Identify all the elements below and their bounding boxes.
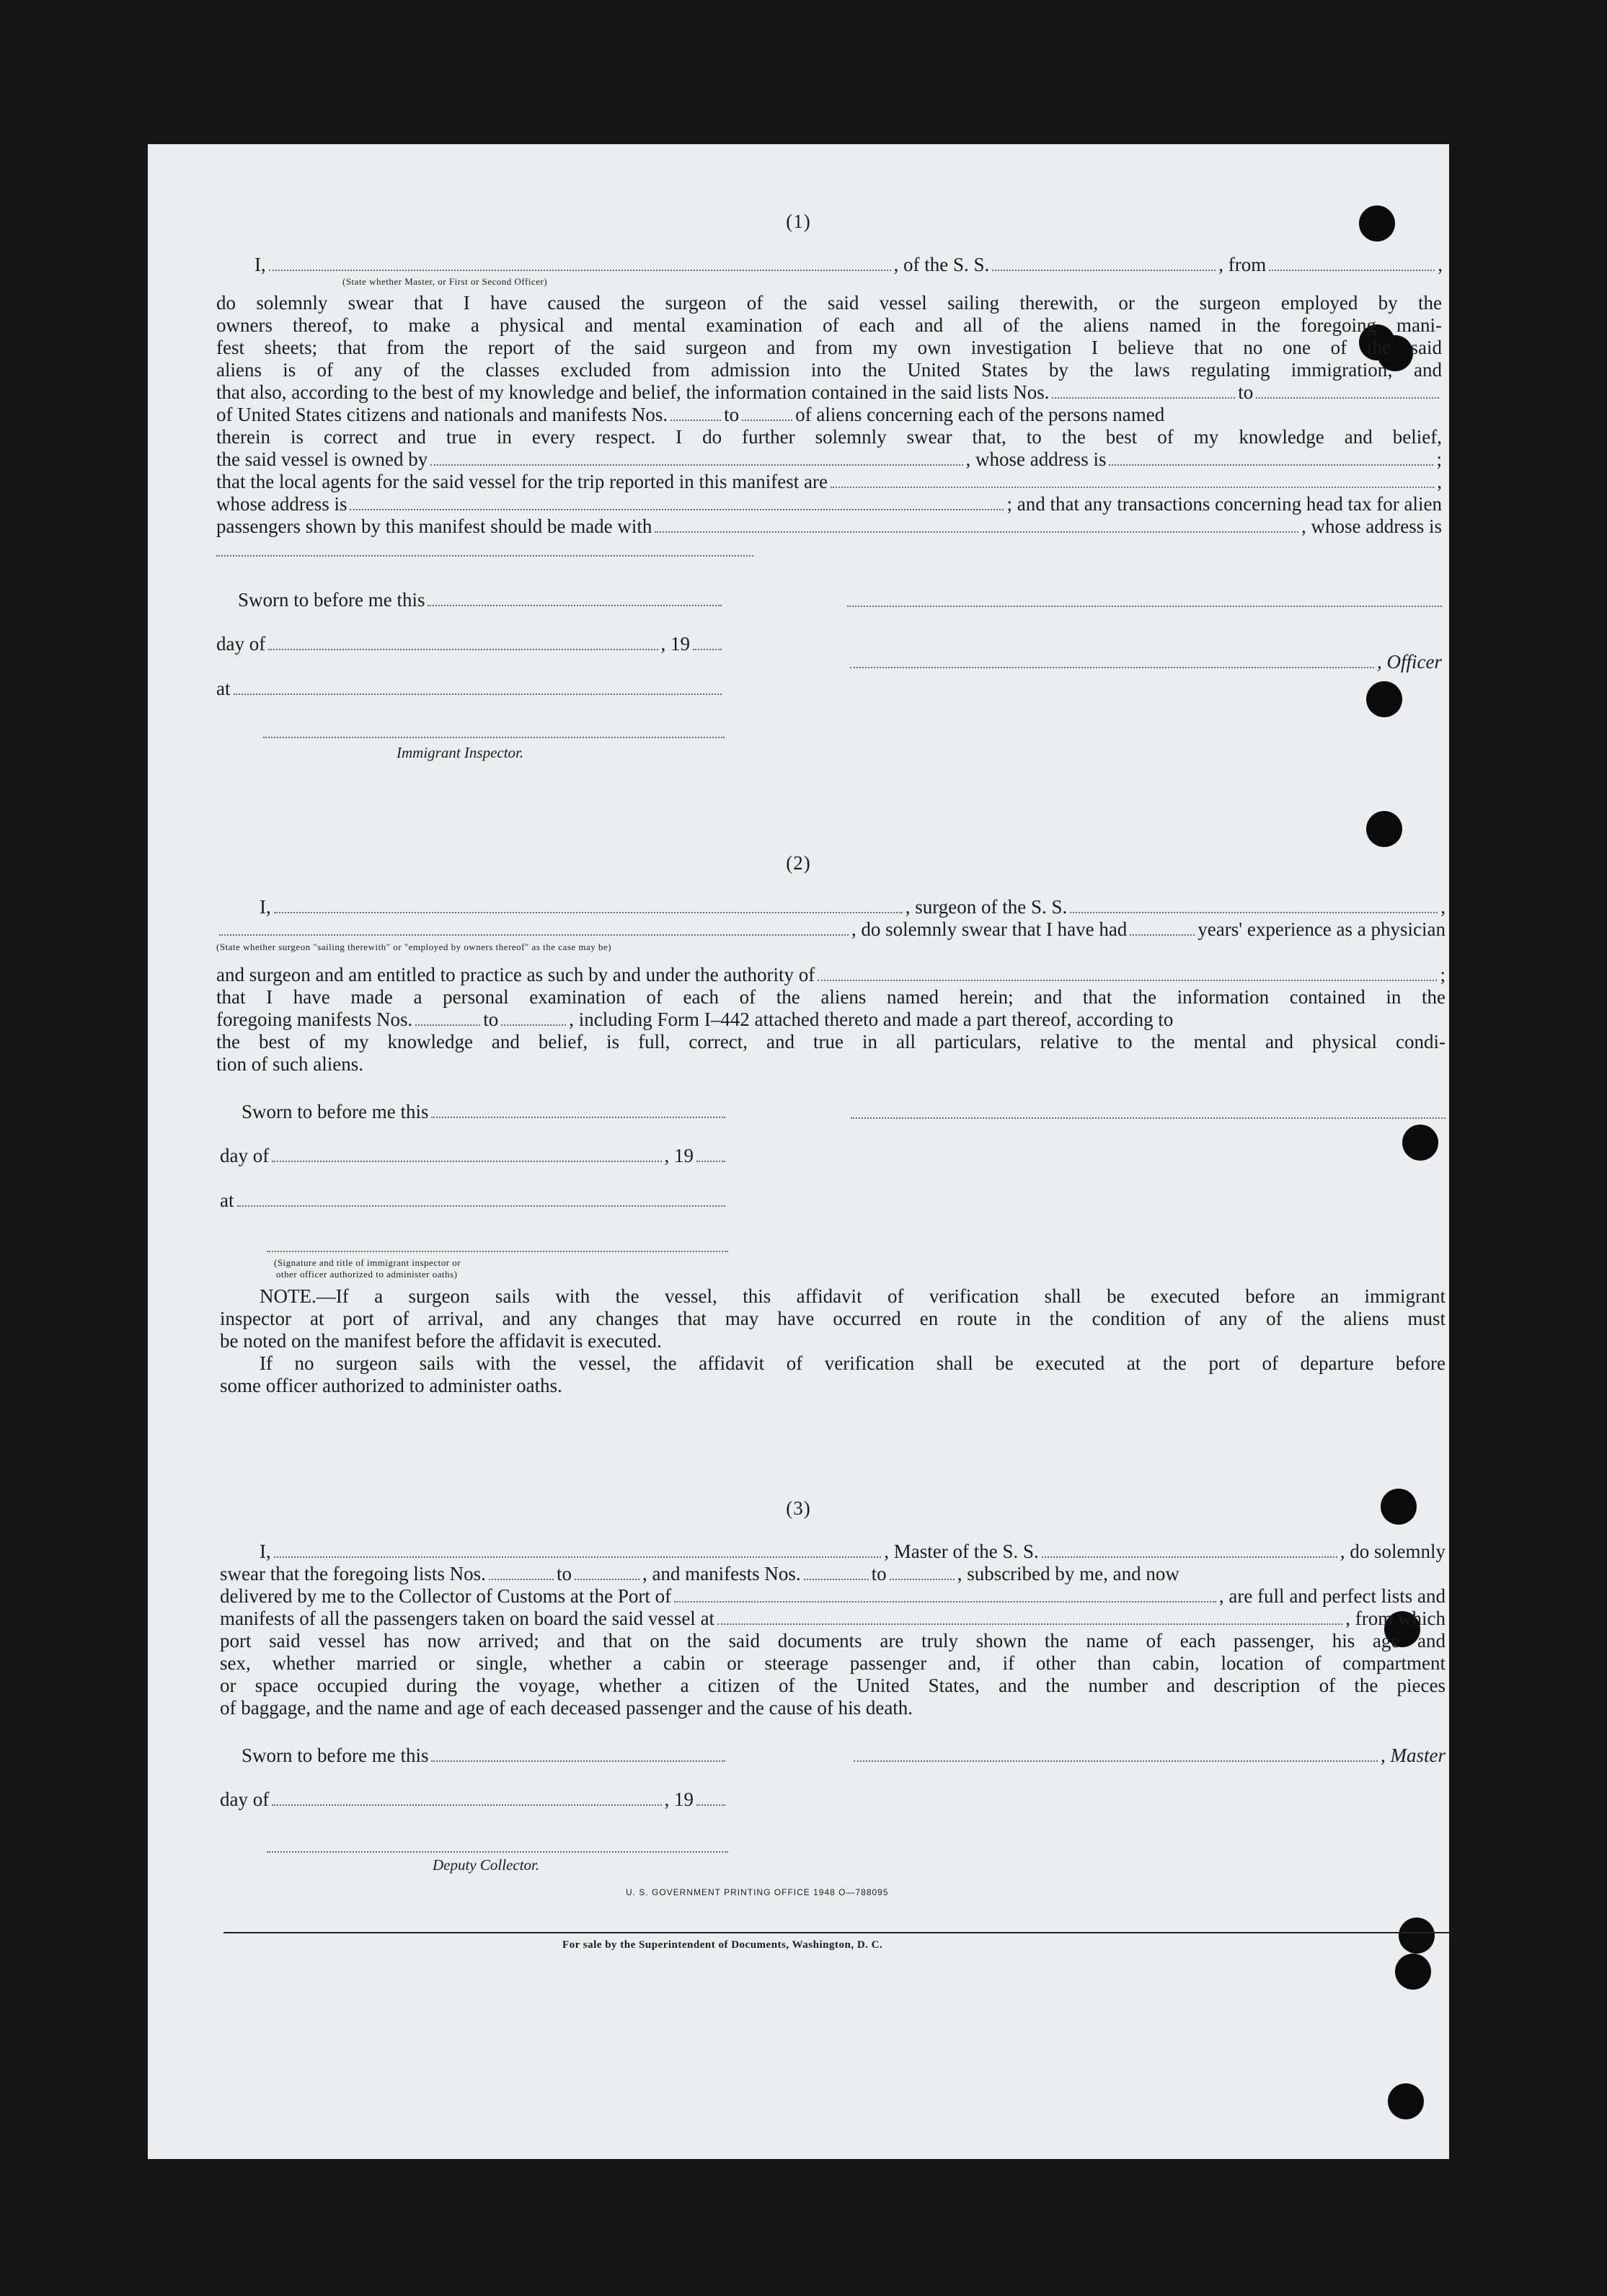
body-line: therein is correct and true in every respect. I do further solemnly swear that, to the best of my knowledge and belief,	[216, 426, 1442, 448]
label-i: I,	[254, 254, 266, 275]
surgeon-status-note: (State whether surgeon "sailing therewith" or "employed by owners thereof" as the case may be)	[216, 941, 612, 952]
year-field[interactable]	[693, 636, 722, 650]
punch-hole-icon	[1399, 1918, 1435, 1954]
manifests-from-field-2[interactable]	[415, 1011, 480, 1026]
lists-to-field[interactable]	[1256, 384, 1439, 399]
surgeon-declaration-line: I, , surgeon of the S. S. ,	[260, 896, 1446, 918]
body-line: of baggage, and the name and age of each deceased passenger and the cause of his death.	[220, 1697, 913, 1719]
master-signature-field[interactable]	[854, 1747, 1378, 1762]
year-field-3[interactable]	[696, 1791, 725, 1806]
lists-nos-line-3: swear that the foregoing lists Nos. to , and manifests Nos. to , subscribed by me, and now	[220, 1563, 1179, 1584]
surgeon-vessel-field[interactable]	[1070, 899, 1438, 913]
experience-line: , do solemnly swear that I have had years' experience as a physician	[216, 918, 1446, 941]
punch-hole-icon	[1388, 2083, 1424, 2119]
years-field[interactable]	[1130, 921, 1195, 936]
officer-signature-field[interactable]	[850, 654, 1374, 668]
day-of-field-3[interactable]	[272, 1791, 661, 1806]
section-2-number: (2)	[786, 852, 811, 874]
master-signature-line: , Master	[851, 1745, 1446, 1767]
owner-field[interactable]	[430, 451, 962, 466]
boarding-port-field[interactable]	[717, 1610, 1342, 1625]
surgeon-status-field[interactable]	[219, 921, 849, 936]
deputy-signature-field[interactable]	[267, 1851, 728, 1853]
body-line: sex, whether married or single, whether a cabin or steerage passenger and, if other than cabin, location of compartment	[220, 1652, 1446, 1674]
manifests-from-field[interactable]	[670, 407, 721, 421]
manifests-to-field[interactable]	[742, 407, 792, 421]
sworn-date-field-2[interactable]	[431, 1104, 725, 1118]
sworn-date-field[interactable]	[428, 592, 722, 606]
label-comma: ,	[1438, 254, 1443, 275]
sworn-line-3: Sworn to before me this	[242, 1745, 728, 1767]
at-line: at	[216, 678, 725, 700]
year-field-2[interactable]	[696, 1148, 725, 1162]
officer-line: , Officer	[847, 651, 1442, 673]
local-agents-field[interactable]	[831, 474, 1434, 488]
sworn-line: Sworn to before me this	[238, 589, 725, 611]
lists-from-field-3[interactable]	[489, 1566, 554, 1580]
master-name-field[interactable]	[274, 1543, 882, 1558]
port-field[interactable]	[674, 1588, 1216, 1603]
body-line: that I have made a personal examination of each of the aliens named herein; and that the information contained in the	[216, 986, 1446, 1008]
body-line: or space occupied during the voyage, whether a citizen of the United States, and the number and description of the pieces	[220, 1675, 1446, 1696]
local-agents-line: that the local agents for the said vessel for the trip reported in this manifest are ,	[216, 471, 1442, 492]
label-from: , from	[1218, 254, 1267, 275]
inspector-signature-field[interactable]	[263, 737, 725, 738]
at-place-field[interactable]	[234, 681, 722, 695]
signature-caption: (Signature and title of immigrant inspector or	[274, 1257, 461, 1268]
punch-hole-icon	[1366, 681, 1402, 717]
manifests-all-line: manifests of all the passengers taken on board the said vessel at , from which	[220, 1608, 1446, 1629]
body-line: do solemnly swear that I have caused the surgeon of the said vessel sailing therewith, or the surgeon employed by the	[216, 292, 1442, 314]
vessel-name-field[interactable]	[992, 257, 1216, 271]
body-line: the best of my knowledge and belief, is full, correct, and true in all particulars, relative to the mental and physical condi-	[216, 1031, 1446, 1052]
lists-nos-line: that also, according to the best of my knowledge and belief, the information contained in the said lists Nos. to	[216, 381, 1442, 404]
manifests-from-field-3[interactable]	[804, 1566, 869, 1580]
punch-hole-icon	[1395, 1954, 1431, 1990]
footer-rule	[223, 1932, 1449, 1933]
master-declaration-line	[254, 254, 1443, 276]
surgeon-name-field[interactable]	[274, 899, 903, 913]
authority-field[interactable]	[818, 967, 1437, 981]
note-line: If no surgeon sails with the vessel, the affidavit of verification shall be executed at the port of departure before	[260, 1352, 1446, 1374]
body-line: aliens is of any of the classes excluded from admission into the United States by the laws regulating immigration; and	[216, 359, 1442, 381]
section-1-number: (1)	[786, 210, 811, 232]
manifests-to-field-2[interactable]	[501, 1011, 566, 1026]
sworn-line-2: Sworn to before me this	[242, 1101, 728, 1123]
at-place-field-2[interactable]	[237, 1192, 726, 1207]
body-line: owners thereof, to make a physical and mental examination of each and all of the aliens named in the foregoing mani-	[216, 314, 1442, 336]
manifests-nos-line: of United States citizens and nationals and manifests Nos. to of aliens concerning each of the persons named	[216, 404, 1165, 425]
head-tax-address-field[interactable]	[216, 555, 753, 557]
note-line: be noted on the manifest before the affidavit is executed.	[220, 1330, 662, 1352]
day-of-line: day of , 19	[216, 633, 725, 655]
lists-from-field[interactable]	[1052, 384, 1235, 399]
note-line: some officer authorized to administer oaths.	[220, 1375, 562, 1396]
officer-name-field[interactable]	[269, 257, 891, 271]
body-line: tion of such aliens.	[216, 1053, 363, 1075]
collector-line: delivered by me to the Collector of Customs at the Port of , are full and perfect lists and	[220, 1585, 1446, 1607]
surgeon-signature-field[interactable]	[851, 1117, 1446, 1119]
day-of-field-2[interactable]	[272, 1148, 661, 1162]
section-3-number: (3)	[786, 1497, 811, 1519]
sale-notice: For sale by the Superintendent of Documents, Washington, D. C.	[562, 1939, 883, 1951]
deputy-caption: Deputy Collector.	[433, 1856, 540, 1874]
from-port-field[interactable]	[1269, 257, 1435, 271]
manifest-verification-page	[148, 144, 1449, 2159]
signature-field[interactable]	[847, 606, 1442, 607]
officer-rank-note: (State whether Master, or First or Second Officer)	[342, 276, 548, 287]
manifests-to-field-3[interactable]	[890, 1566, 955, 1580]
manifests-nos-line-2: foregoing manifests Nos. to , including Form I–442 attached thereto and made a part thereof, according to	[216, 1009, 1174, 1030]
master-vessel-field[interactable]	[1042, 1543, 1337, 1558]
inspector-caption: Immigrant Inspector.	[397, 744, 524, 761]
day-of-line-3: day of , 19	[220, 1789, 728, 1811]
owner-address-field[interactable]	[1109, 451, 1433, 466]
body-line: fest sheets; that from the report of the said surgeon and from my own investigation I believe that no one of the said	[216, 337, 1442, 358]
body-line: port said vessel has now arrived; and that on the said documents are truly shown the name of each passenger, his age and	[220, 1630, 1446, 1652]
authority-line: and surgeon and am entitled to practice as such by and under the authority of ;	[216, 964, 1446, 985]
label-of-ss: , of the S. S.	[893, 254, 990, 275]
agent-address-line: whose address is ; and that any transactions concerning head tax for alien	[216, 493, 1442, 515]
punch-hole-icon	[1402, 1125, 1438, 1161]
day-of-field[interactable]	[268, 636, 658, 650]
sworn-date-field-3[interactable]	[431, 1747, 725, 1762]
at-line-2: at	[220, 1189, 728, 1212]
note-line: inspector at port of arrival, and any changes that may have occurred en route in the condition of any of the aliens must	[220, 1308, 1446, 1329]
note-line: NOTE.—If a surgeon sails with the vessel, this affidavit of verification shall be executed before an immigrant	[260, 1285, 1446, 1307]
owned-by-line: the said vessel is owned by , whose address is ;	[216, 448, 1442, 470]
punch-hole-icon	[1366, 811, 1402, 847]
lists-to-field-3[interactable]	[575, 1566, 639, 1580]
passengers-line: passengers shown by this manifest should be made with , whose address is	[216, 515, 1442, 537]
master-oath-line: I, , Master of the S. S. , do solemnly	[260, 1541, 1446, 1562]
agent-address-field[interactable]	[350, 496, 1004, 510]
day-of-line-2: day of , 19	[220, 1145, 728, 1167]
head-tax-contact-field[interactable]	[655, 518, 1298, 533]
signature-caption: other officer authorized to administer oaths)	[276, 1269, 458, 1280]
authorized-officer-signature-field[interactable]	[267, 1251, 728, 1252]
printing-office-imprint: U. S. GOVERNMENT PRINTING OFFICE 1948 O—788095	[626, 1887, 889, 1897]
